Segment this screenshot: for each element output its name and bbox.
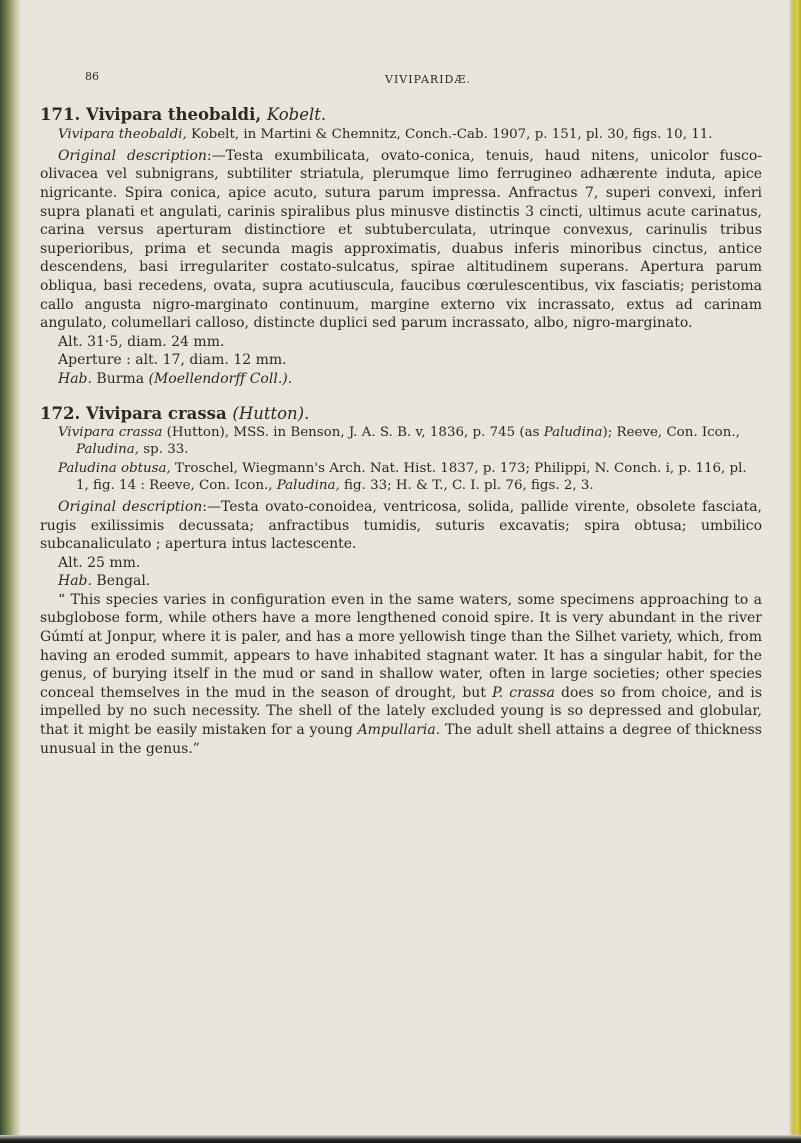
measurements-172: Alt. 25 mm. — [58, 554, 141, 571]
species-title-171: 171. Vivipara theobaldi, Kobelt. — [40, 105, 327, 124]
description-172: Original description:—Testa ovato-conoidea, ventricosa, solida, pallide virente, obsolete fasciata, rugis exilissimis decussata; anfractibus tumidis, suturis excavatis; spira obtusa; umbilico subcanaliculato ; apertura intus lactescente. — [40, 498, 762, 553]
page-bottom-edge — [0, 1135, 801, 1143]
species-title-172: 172. Vivipara crassa (Hutton). — [40, 403, 310, 423]
entry-171 — [40, 106, 762, 389]
synonymy-172-b: Paludina obtusa, Troschel, Wiegmann's Arch. Nat. Hist. 1837, p. 173; Philippi, N. Conch. i, p. 116, pl. 1, fig. 14 : Reeve, Con. Icon., Paludina, fig. 33; H. & T., C. I. pl. 76, figs. 2, 3. — [58, 460, 747, 493]
synonymy-171: Vivipara theobaldi, Kobelt, in Martini & Chemnitz, Conch.-Cab. 1907, p. 151, pl. 30, figs. 10, 11. — [58, 126, 713, 142]
habitat-172: Hab. Bengal. — [58, 573, 151, 590]
page-body — [40, 66, 762, 758]
aperture-171: Aperture : alt. 17, diam. 12 mm. — [58, 352, 287, 369]
running-head: VIVIPARIDÆ. — [385, 73, 471, 86]
measurements-171: Alt. 31·5, diam. 24 mm. — [58, 333, 225, 350]
book-binding-edge — [0, 0, 20, 1143]
description-171: Original description:—Testa exumbilicata, ovato-conica, tenuis, haud nitens, unicolor fusco-olivacea vel subnigrans, subtiliter striatula, plerumque limo ferrugineo adhærente induta, apice nigricante. Spira conica, apice acuto, sutura parum impressa. Anfractus 7, superi convexi, inferi supra planati et angulati, carinis spiralibus plus minusve distinctis 3 cincti, ultimus acute carinatus, carina versus aperturam distinctiore et subtuberculata, utrinque convexus, carinulis tribus superioribus, prima et secunda magis approximatis, duabus inferis minoribus cinctus, antice descendens, basi irregulariter costato-sulcatus, spirae altitudinem superans. Apertura parum obliqua, basi recedens, ovata, supra acutiuscula, faucibus cœrulescentibus, vix fasciatis; peristoma callo angusta nigro-marginato continuum, margine externo vix incrassato, extus ad carinam angulato, columellari calloso, distincte duplici sed parum incrassato, albo, nigro-marginato. — [40, 147, 762, 332]
habitat-171: Hab. Burma (Moellendorff Coll.). — [58, 370, 293, 387]
entry-172 — [40, 405, 762, 759]
page-right-edge — [789, 0, 801, 1143]
synonymy-172-a: Vivipara crassa (Hutton), MSS. in Benson, J. A. S. B. v, 1836, p. 745 (as Paludina); Reeve, Con. Icon., Paludina, sp. 33. — [58, 425, 740, 458]
quotation-172: “ This species varies in configuration even in the same waters, some specimens approaching to a subglobose form, while others have a more lengthened conoid spire. It is very abundant in the river Gúmtí at Jonpur, where it is paler, and has a more yellowish tinge than the Silhet variety, which, from having an eroded summit, appears to have inhabited stagnant water. It has a singular habit, for the genus, of burying itself in the mud or sand in shallow water, often in large societies; other species conceal themselves in the mud in the season of drought, but P. crassa does so from choice, and is impelled by no such necessity. The shell of the lately excluded young is so depressed and globular, that it might be easily mistaken for a young Ampullaria. The adult shell attains a degree of thickness unusual in the genus.” — [40, 591, 763, 757]
page-number: 86 — [85, 70, 99, 83]
